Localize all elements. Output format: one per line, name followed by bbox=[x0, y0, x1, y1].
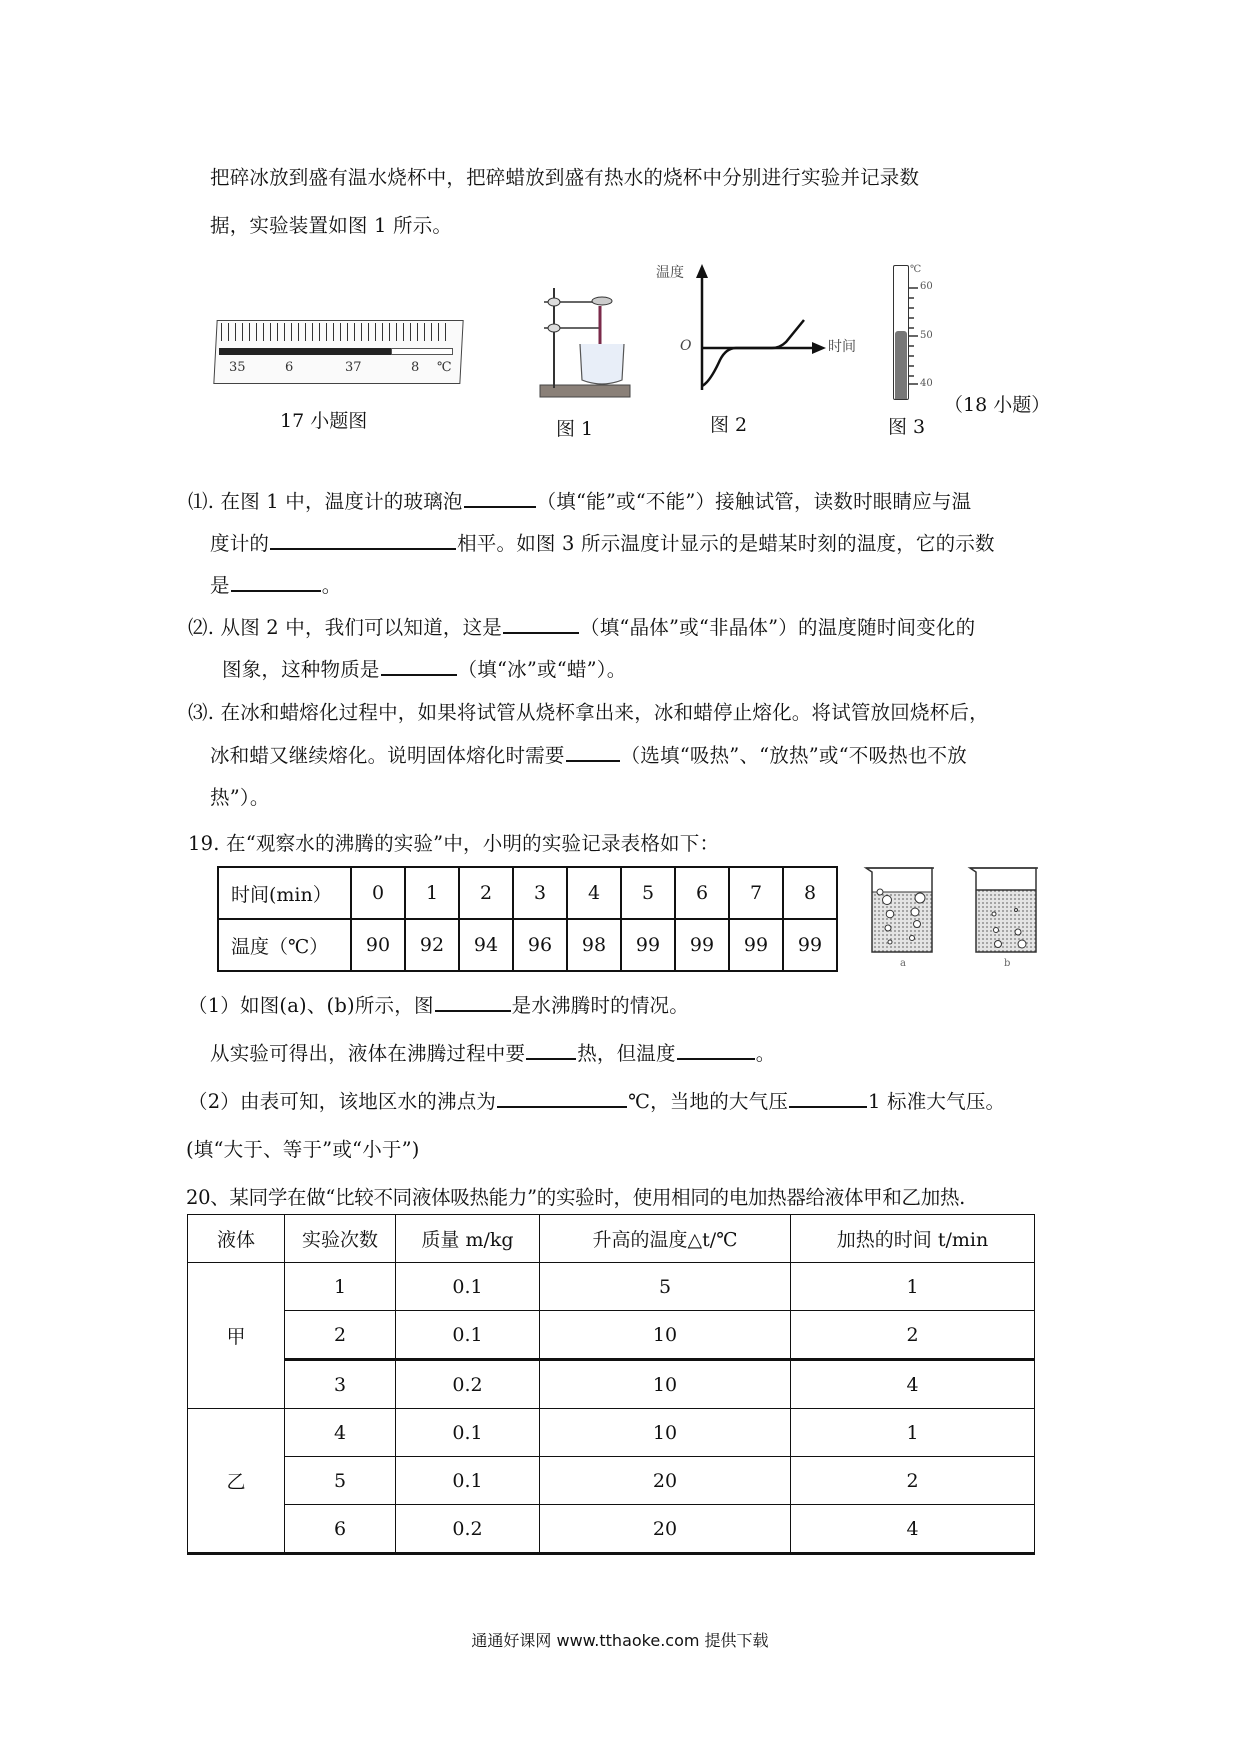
thermometer-figure bbox=[893, 265, 909, 400]
answer-blank[interactable] bbox=[497, 1088, 627, 1108]
text: （填“晶体”或“非晶体”）的温度随时间变化的 bbox=[580, 616, 976, 639]
cell: 1 bbox=[285, 1263, 396, 1311]
row-header: 温度（℃） bbox=[218, 919, 351, 971]
temp-cell: 92 bbox=[405, 919, 459, 971]
temp-cell: 99 bbox=[783, 919, 837, 971]
boiling-data-table bbox=[217, 866, 838, 972]
fig3-caption: 图 3 bbox=[888, 416, 926, 438]
time-cell: 6 bbox=[675, 867, 729, 919]
cell: 0.1 bbox=[396, 1311, 540, 1360]
text: （1）如图(a)、(b)所示，图 bbox=[188, 994, 434, 1017]
answer-blank[interactable] bbox=[526, 1040, 576, 1060]
q19-sub1-line2 bbox=[210, 1038, 775, 1066]
ruler-ticks bbox=[221, 323, 451, 341]
liquid-cell: 甲 bbox=[188, 1263, 285, 1409]
q18-part3-line3: 热”）。 bbox=[210, 786, 270, 809]
beaker-a-label: a bbox=[900, 958, 906, 969]
answer-blank[interactable] bbox=[435, 992, 511, 1012]
text: （选填“吸热”、“放热”或“不吸热也不放 bbox=[620, 744, 967, 767]
table-row bbox=[188, 1263, 1035, 1311]
text: ℃，当地的大气压 bbox=[628, 1090, 789, 1113]
time-cell: 8 bbox=[783, 867, 837, 919]
fig1-caption: 图 1 bbox=[556, 418, 594, 440]
beaker-a-figure bbox=[862, 862, 942, 957]
cell: 2 bbox=[285, 1311, 396, 1360]
text: （填“冰”或“蜡”）。 bbox=[457, 658, 627, 681]
header-cell: 加热的时间 t/min bbox=[791, 1215, 1035, 1263]
cell: 2 bbox=[791, 1457, 1035, 1505]
intro-line-2: 据，实验装置如图 1 所示。 bbox=[210, 214, 453, 237]
cell: 10 bbox=[540, 1360, 791, 1409]
header-cell: 升高的温度△t/℃ bbox=[540, 1215, 791, 1263]
ruler-label: 6 bbox=[285, 360, 294, 375]
text: （填“能”或“不能”）接触试管，读数时眼睛应与温 bbox=[536, 490, 972, 513]
cell: 5 bbox=[540, 1263, 791, 1311]
text: 度计的 bbox=[210, 532, 270, 555]
cell: 6 bbox=[285, 1505, 396, 1554]
ruler-label: 35 bbox=[229, 360, 246, 375]
cell: 1 bbox=[791, 1263, 1035, 1311]
graph-y-label: 温度 bbox=[656, 265, 684, 281]
answer-blank[interactable] bbox=[231, 572, 321, 592]
header-cell: 实验次数 bbox=[285, 1215, 396, 1263]
q19-sub1-line1 bbox=[188, 990, 689, 1018]
table-row bbox=[188, 1505, 1035, 1554]
table-row bbox=[188, 1409, 1035, 1457]
q18-figure-note: （18 小题） bbox=[944, 394, 1051, 416]
answer-blank[interactable] bbox=[270, 530, 456, 550]
cell: 20 bbox=[540, 1457, 791, 1505]
empty-column bbox=[391, 348, 453, 355]
time-cell: 4 bbox=[567, 867, 621, 919]
answer-blank[interactable] bbox=[503, 614, 579, 634]
cell: 20 bbox=[540, 1505, 791, 1554]
cell: 2 bbox=[791, 1311, 1035, 1360]
text: 相平。如图 3 所示温度计显示的是蜡某时刻的温度，它的示数 bbox=[457, 532, 995, 555]
cell: 10 bbox=[540, 1311, 791, 1360]
temp-cell: 98 bbox=[567, 919, 621, 971]
time-cell: 3 bbox=[513, 867, 567, 919]
temp-cell: 90 bbox=[351, 919, 405, 971]
temp-cell: 94 bbox=[459, 919, 513, 971]
ruler-label: 37 bbox=[345, 360, 362, 375]
text: 是 bbox=[210, 574, 230, 597]
heat-capacity-table bbox=[187, 1214, 1035, 1555]
temp-cell: 99 bbox=[621, 919, 675, 971]
row-header: 时间(min） bbox=[218, 867, 351, 919]
ruler-label: 8 bbox=[411, 360, 420, 375]
answer-blank[interactable] bbox=[464, 488, 536, 508]
q18-part2-line1 bbox=[188, 612, 975, 640]
text: 。 bbox=[755, 1042, 776, 1065]
cell: 5 bbox=[285, 1457, 396, 1505]
cell: 10 bbox=[540, 1409, 791, 1457]
thermometer-liquid bbox=[895, 331, 907, 399]
q19-title: 19. 在“观察水的沸腾的实验”中，小明的实验记录表格如下： bbox=[188, 832, 720, 855]
clinical-thermometer-figure bbox=[215, 320, 465, 390]
temp-cell: 96 bbox=[513, 919, 567, 971]
text: ⑴. 在图 1 中，温度计的玻璃泡 bbox=[188, 490, 463, 513]
q18-part1-line1 bbox=[188, 486, 971, 514]
text: 是水沸腾时的情况。 bbox=[511, 994, 689, 1017]
time-cell: 1 bbox=[405, 867, 459, 919]
header-cell: 质量 m/kg bbox=[396, 1215, 540, 1263]
cell: 0.2 bbox=[396, 1360, 540, 1409]
text: 图象，这种物质是 bbox=[222, 658, 380, 681]
q18-part3-line1: ⑶. 在冰和蜡熔化过程中，如果将试管从烧杯拿出来，冰和蜡停止熔化。将试管放回烧杯后， bbox=[188, 701, 989, 724]
graph-origin: O bbox=[680, 338, 692, 354]
table-row-temp bbox=[218, 919, 837, 971]
temp-cell: 99 bbox=[729, 919, 783, 971]
thermometer-tick-label: 40 bbox=[920, 378, 933, 389]
table-row bbox=[188, 1360, 1035, 1409]
answer-blank[interactable] bbox=[677, 1040, 755, 1060]
q19-sub2-line1 bbox=[188, 1086, 1005, 1114]
cell: 0.1 bbox=[396, 1263, 540, 1311]
q19-sub2-note: (填“大于、等于”或“小于”) bbox=[186, 1138, 420, 1161]
cell: 4 bbox=[285, 1409, 396, 1457]
fig2-caption: 图 2 bbox=[710, 414, 748, 436]
answer-blank[interactable] bbox=[381, 656, 457, 676]
liquid-cell: 乙 bbox=[188, 1409, 285, 1554]
answer-blank[interactable] bbox=[566, 742, 620, 762]
time-cell: 0 bbox=[351, 867, 405, 919]
cell: 1 bbox=[791, 1409, 1035, 1457]
text: 。 bbox=[321, 574, 342, 597]
text: 冰和蜡又继续熔化。说明固体熔化时需要 bbox=[210, 744, 565, 767]
ruler-caption: 17 小题图 bbox=[280, 410, 368, 432]
time-cell: 7 bbox=[729, 867, 783, 919]
cell: 4 bbox=[791, 1505, 1035, 1554]
thermometer-unit: ℃ bbox=[910, 264, 922, 275]
mercury-column bbox=[219, 348, 391, 355]
cell: 0.1 bbox=[396, 1457, 540, 1505]
temp-cell: 99 bbox=[675, 919, 729, 971]
table-row bbox=[188, 1311, 1035, 1360]
time-cell: 5 bbox=[621, 867, 675, 919]
ruler-unit: ℃ bbox=[437, 360, 452, 375]
text: ⑵. 从图 2 中，我们可以知道，这是 bbox=[188, 616, 503, 639]
table-row-time bbox=[218, 867, 837, 919]
cell: 3 bbox=[285, 1360, 396, 1409]
text: （2）由表可知，该地区水的沸点为 bbox=[188, 1090, 497, 1113]
time-cell: 2 bbox=[459, 867, 513, 919]
q20-title: 20、某同学在做“比较不同液体吸热能力”的实验时，使用相同的电加热器给液体甲和乙加热. bbox=[186, 1186, 966, 1209]
cell: 0.2 bbox=[396, 1505, 540, 1554]
cell: 4 bbox=[791, 1360, 1035, 1409]
intro-line-1: 把碎冰放到盛有温水烧杯中，把碎蜡放到盛有热水的烧杯中分别进行实验并记录数 bbox=[210, 166, 920, 189]
table-row bbox=[188, 1457, 1035, 1505]
answer-blank[interactable] bbox=[789, 1088, 867, 1108]
q18-part1-line3 bbox=[210, 570, 341, 598]
page-footer: 通通好课网 www.tthaoke.com 提供下载 bbox=[471, 1631, 769, 1650]
thermometer-ticks bbox=[908, 278, 920, 398]
graph-x-label: 时间 bbox=[828, 339, 856, 355]
table-header-row bbox=[188, 1215, 1035, 1263]
text: 1 标准大气压。 bbox=[868, 1090, 1006, 1113]
experiment-apparatus-figure bbox=[530, 280, 640, 405]
q18-part1-line2 bbox=[210, 528, 995, 556]
cell: 0.1 bbox=[396, 1409, 540, 1457]
q18-part2-line2 bbox=[222, 654, 626, 682]
beaker-b-label: b bbox=[1004, 958, 1011, 969]
q18-part3-line2 bbox=[210, 740, 967, 768]
text: 热，但温度 bbox=[577, 1042, 676, 1065]
text: 从实验可得出，液体在沸腾过程中要 bbox=[210, 1042, 526, 1065]
thermometer-tick-label: 50 bbox=[920, 330, 933, 341]
thermometer-tick-label: 60 bbox=[920, 281, 933, 292]
beaker-b-figure bbox=[966, 862, 1046, 957]
header-cell: 液体 bbox=[188, 1215, 285, 1263]
melting-graph-figure bbox=[660, 262, 860, 402]
